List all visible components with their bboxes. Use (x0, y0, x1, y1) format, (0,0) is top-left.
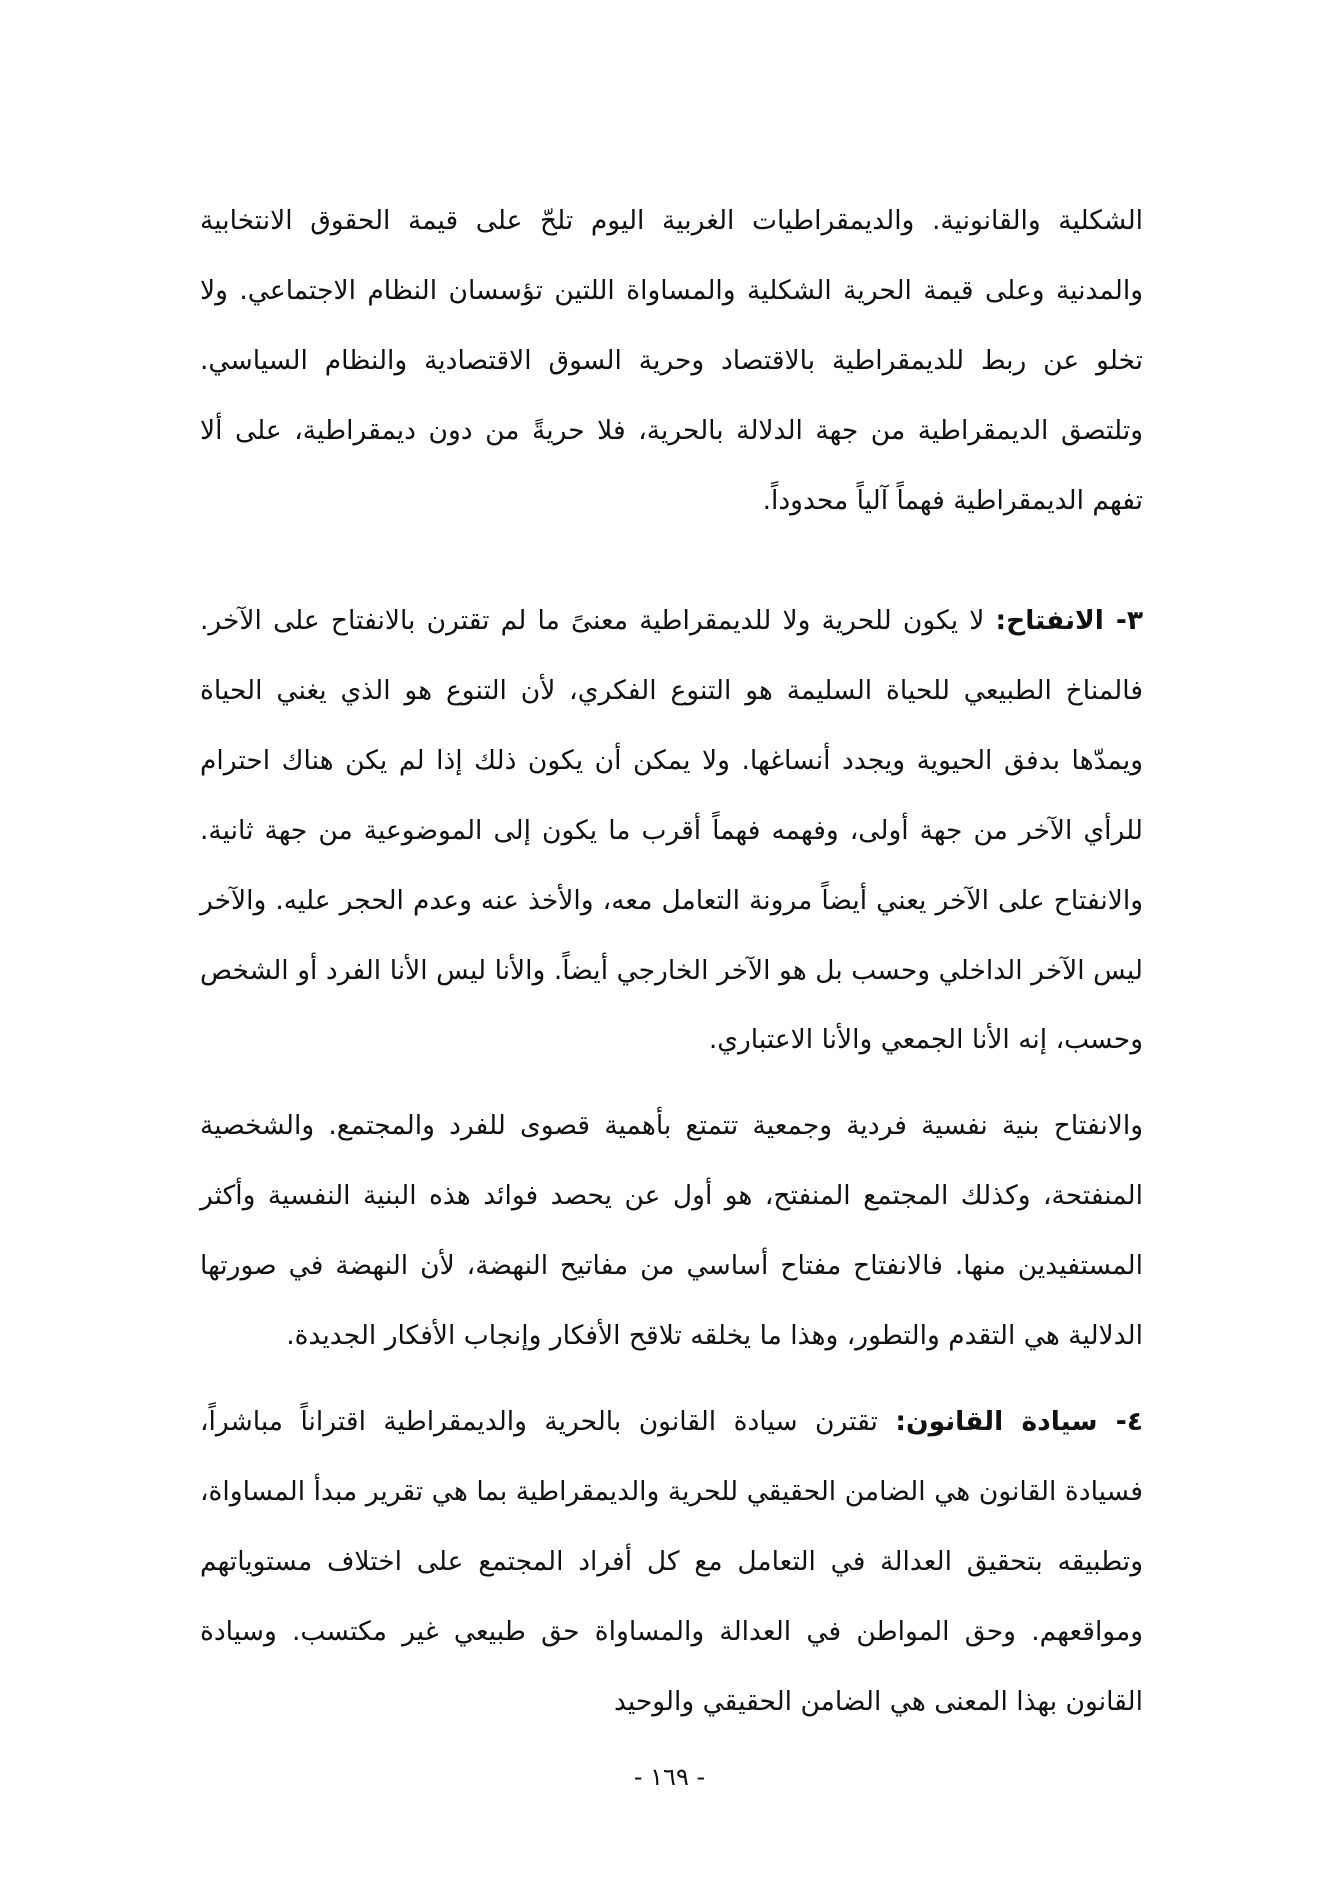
paragraph-text: تقترن سيادة القانون بالحرية والديمقراطية اقتراناً مباشراً، فسيادة القانون هي الضامن الحقيقي للحرية والديمقراطية بما هي تقرير مبدأ المساواة، وتطبيقه بتحقيق العدالة في التعامل مع كل أفراد المجتمع على اختلاف مستوياتهم ومواقعهم. وحق المواطن في العدالة والمساواة حق طبيعي غير مكتسب. وسيادة القانون بهذا المعنى هي الضامن الحقيقي والوحيد (200, 1406, 1143, 1718)
paragraph-democracy (200, 186, 1143, 536)
paragraph-openness-structure (200, 1091, 1143, 1371)
body-text (200, 186, 1143, 1737)
paragraph-rule-of-law (200, 1387, 1143, 1737)
section-heading-rule-of-law: ٤- سيادة القانون: (895, 1406, 1143, 1438)
page-number: - ١٦٩ - (633, 1763, 706, 1791)
section-heading-openness: ٣- الانفتاح: (995, 604, 1144, 636)
paragraph-text: لا يكون للحرية ولا للديمقراطية معنىً ما لم تقترن بالانفتاح على الآخر. فالمناخ الطبيعي للحياة السليمة هو التنوع الفكري، لأن التنوع هو الذي يغني الحياة ويمدّها بدفق الحيوية ويجدد أنساغها. ولا يمكن أن يكون ذلك إذا لم يكن هناك احترام للرأي الآخر من جهة أولى، وفهمه فهماً أقرب ما يكون إلى الموضوعية من جهة ثانية. والانفتاح على الآخر يعني أيضاً مرونة التعامل معه، والأخذ عنه وعدم الحجر عليه. والآخر ليس الآخر الداخلي وحسب بل هو الآخر الخارجي أيضاً. والأنا ليس الأنا الفرد أو الشخص وحسب، إنه الأنا الجمعي والأنا الاعتباري. (200, 604, 1143, 1056)
paragraph-text: الشكلية والقانونية. والديمقراطيات الغربية اليوم تلحّ على قيمة الحقوق الانتخابية والمدنية وعلى قيمة الحرية الشكلية والمساواة اللتين تؤسسان النظام الاجتماعي. ولا تخلو عن ربط للديمقراطية بالاقتصاد وحرية السوق الاقتصادية والنظام السياسي. وتلتصق الديمقراطية من جهة الدلالة بالحرية، فلا حريةً من دون ديمقراطية، على ألا تفهم الديمقراطية فهماً آلياً محدوداً. (200, 205, 1143, 516)
paragraph-openness (200, 586, 1143, 1076)
paragraph-text: والانفتاح بنية نفسية فردية وجمعية تتمتع بأهمية قصوى للفرد والمجتمع. والشخصية المنفتحة، وكذلك المجتمع المنفتح، هو أول عن يحصد فوائد هذه البنية النفسية وأكثر المستفيدين منها. فالانفتاح مفتاح أساسي من مفاتيح النهضة، لأن النهضة في صورتها الدلالية هي التقدم والتطور، وهذا ما يخلقه تلاقح الأفكار وإنجاب الأفكار الجديدة. (200, 1110, 1143, 1352)
